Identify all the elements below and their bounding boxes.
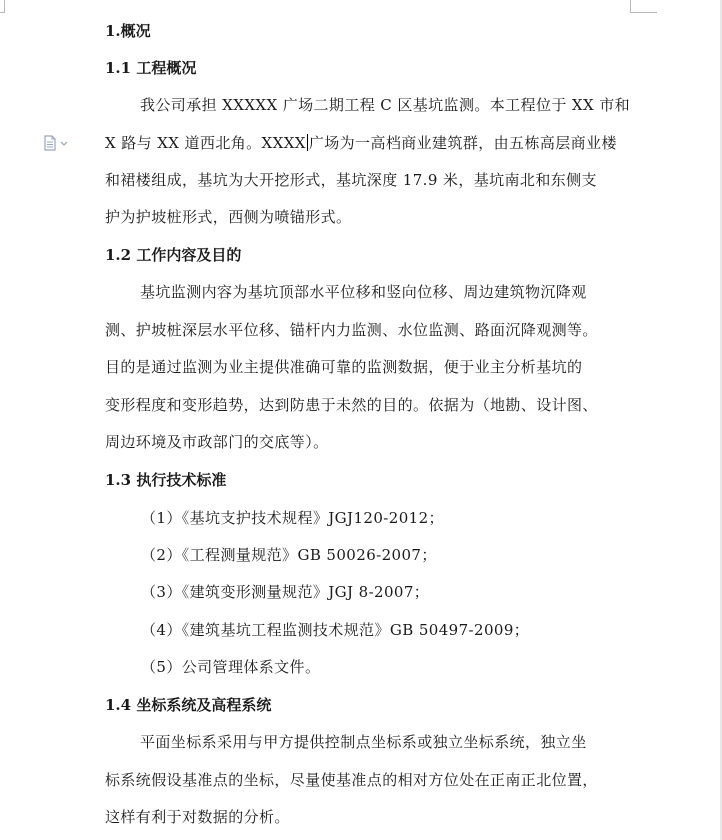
list-item: （5）公司管理体系文件。	[141, 658, 321, 676]
text-segment: X 路与 XX 道西北角。XXXX	[105, 134, 306, 152]
page-corner-mark-left	[0, 0, 5, 13]
chevron-down-icon	[61, 142, 67, 145]
text-cursor	[307, 134, 308, 151]
document-icon	[42, 135, 72, 151]
heading-work-content: 1.2 工作内容及目的	[105, 246, 242, 264]
heading-project-overview: 1.1 工程概况	[105, 59, 197, 77]
paragraph-text: 标系统假设基准点的坐标，尽量使基准点的相对方位处在正南正北位置，	[105, 771, 598, 789]
paragraph-text: 我公司承担 XXXXX 广场二期工程 C 区基坑监测。本工程位于 XX 市和	[140, 96, 631, 114]
list-item: （2）《工程测量规范》GB 50026-2007；	[141, 546, 437, 564]
heading-standards: 1.3 执行技术标准	[105, 471, 227, 489]
paragraph-text: 平面坐标系采用与甲方提供控制点坐标系或独立坐标系统，独立坐	[140, 733, 587, 751]
heading-overview: 1.概况	[105, 22, 151, 40]
list-item: （1）《基坑支护技术规程》JGJ120-2012；	[141, 509, 444, 527]
paragraph-text: 周边环境及市政部门的交底等）。	[105, 433, 329, 451]
paragraph-text: 和裙楼组成，基坑为大开挖形式，基坑深度 17.9 米，基坑南北和东侧支	[105, 171, 597, 189]
paragraph-text: 这样有利于对数据的分析。	[105, 808, 290, 826]
paragraph-text: 测、护坡桩深层水平位移、锚杆内力监测、水位监测、路面沉降观测等。	[105, 321, 598, 339]
text-segment: 广场为一高档商业建筑群，由五栋高层商业楼	[308, 134, 617, 152]
list-item: （3）《建筑变形测量规范》JGJ 8-2007；	[141, 583, 430, 601]
heading-coordinate-system: 1.4 坐标系统及高程系统	[105, 696, 272, 714]
paragraph-text	[105, 133, 617, 153]
paragraph-text: 护为护坡桩形式，西侧为喷锚形式。	[105, 208, 352, 226]
paragraph-text: 变形程度和变形趋势，达到防患于未然的目的。依据为（地勘、设计图、	[105, 396, 598, 414]
page-corner-mark-right	[630, 0, 657, 13]
paragraph-text: 基坑监测内容为基坑顶部水平位移和竖向位移、周边建筑物沉降观	[140, 283, 587, 301]
paragraph-options-button[interactable]	[42, 135, 72, 151]
paragraph-text: 目的是通过监测为业主提供准确可靠的监测数据，便于业主分析基坑的	[105, 358, 583, 376]
list-item: （4）《建筑基坑工程监测技术规范》GB 50497-2009；	[141, 621, 530, 639]
